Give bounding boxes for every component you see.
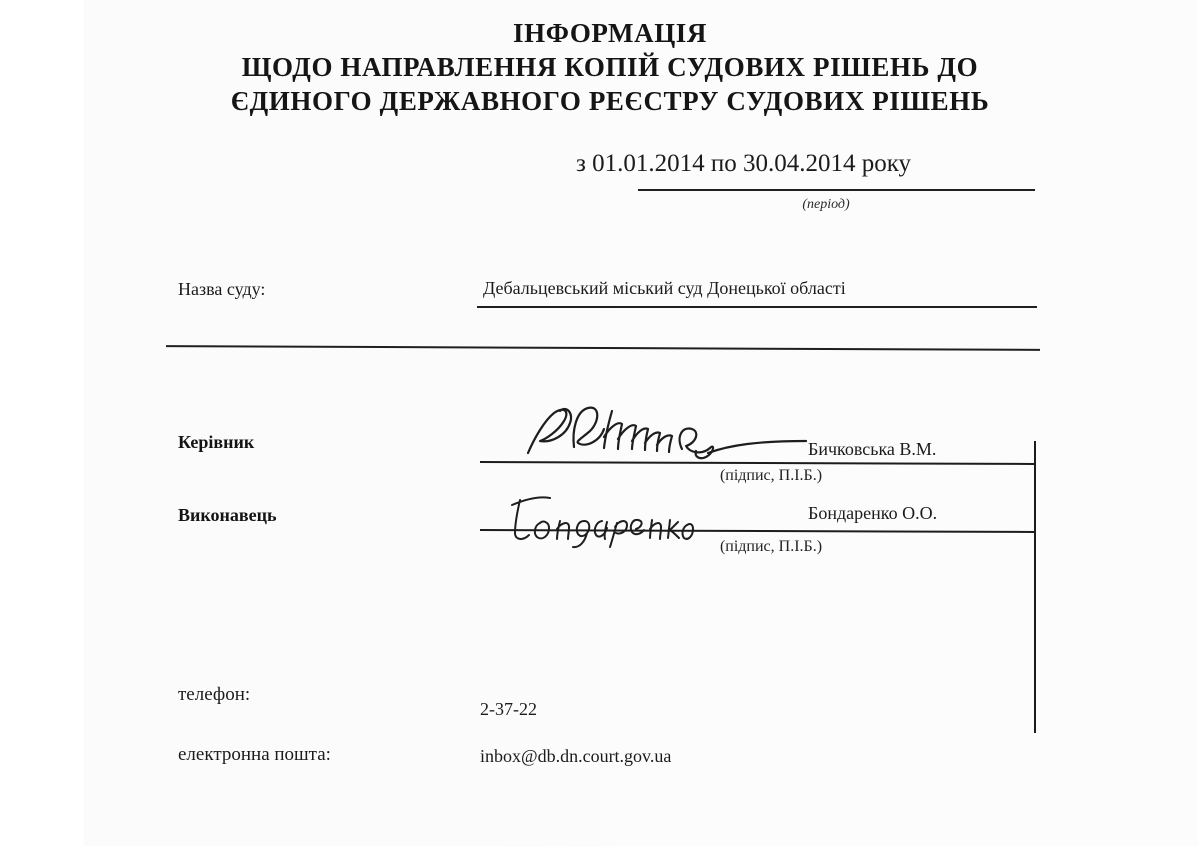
phone-label: телефон: [178,684,251,705]
blank-field-line [166,345,1040,351]
court-name-underline [477,306,1037,308]
court-name-label: Назва суду: [178,279,266,299]
document-title-line-1: ІНФОРМАЦІЯ [513,18,707,48]
leader-role-label: Керівник [178,432,255,452]
leader-signature-caption: (підпис, П.І.Б.) [719,467,823,484]
leader-name: Бичковська В.М. [808,439,937,459]
executor-name: Бондаренко О.О. [808,503,938,523]
email-value: inbox@db.dn.court.gov.ua [480,746,672,766]
document-title-line-3: ЄДИНОГО ДЕРЖАВНОГО РЕЄСТРУ СУДОВИХ РІШЕНЬ [230,86,990,116]
leader-signature-handwriting-icon [518,401,818,465]
period-underline [638,189,1035,191]
executor-signature-caption: (підпис, П.І.Б.) [719,538,823,555]
period-caption: (період) [802,197,850,212]
executor-signature-handwriting-icon [504,491,696,551]
right-vertical-rule [1034,441,1036,733]
period-value: з 01.01.2014 по 30.04.2014 року [576,150,912,177]
document-title-line-2: ЩОДО НАПРАВЛЕННЯ КОПІЙ СУДОВИХ РІШЕНЬ ДО [241,52,979,82]
document-title [22,16,1198,118]
court-name-value: Дебальцевський міський суд Донецької області [483,278,846,298]
executor-role-label: Виконавець [178,505,277,525]
email-label: електронна пошта: [178,744,331,765]
phone-value: 2-37-22 [480,699,537,719]
